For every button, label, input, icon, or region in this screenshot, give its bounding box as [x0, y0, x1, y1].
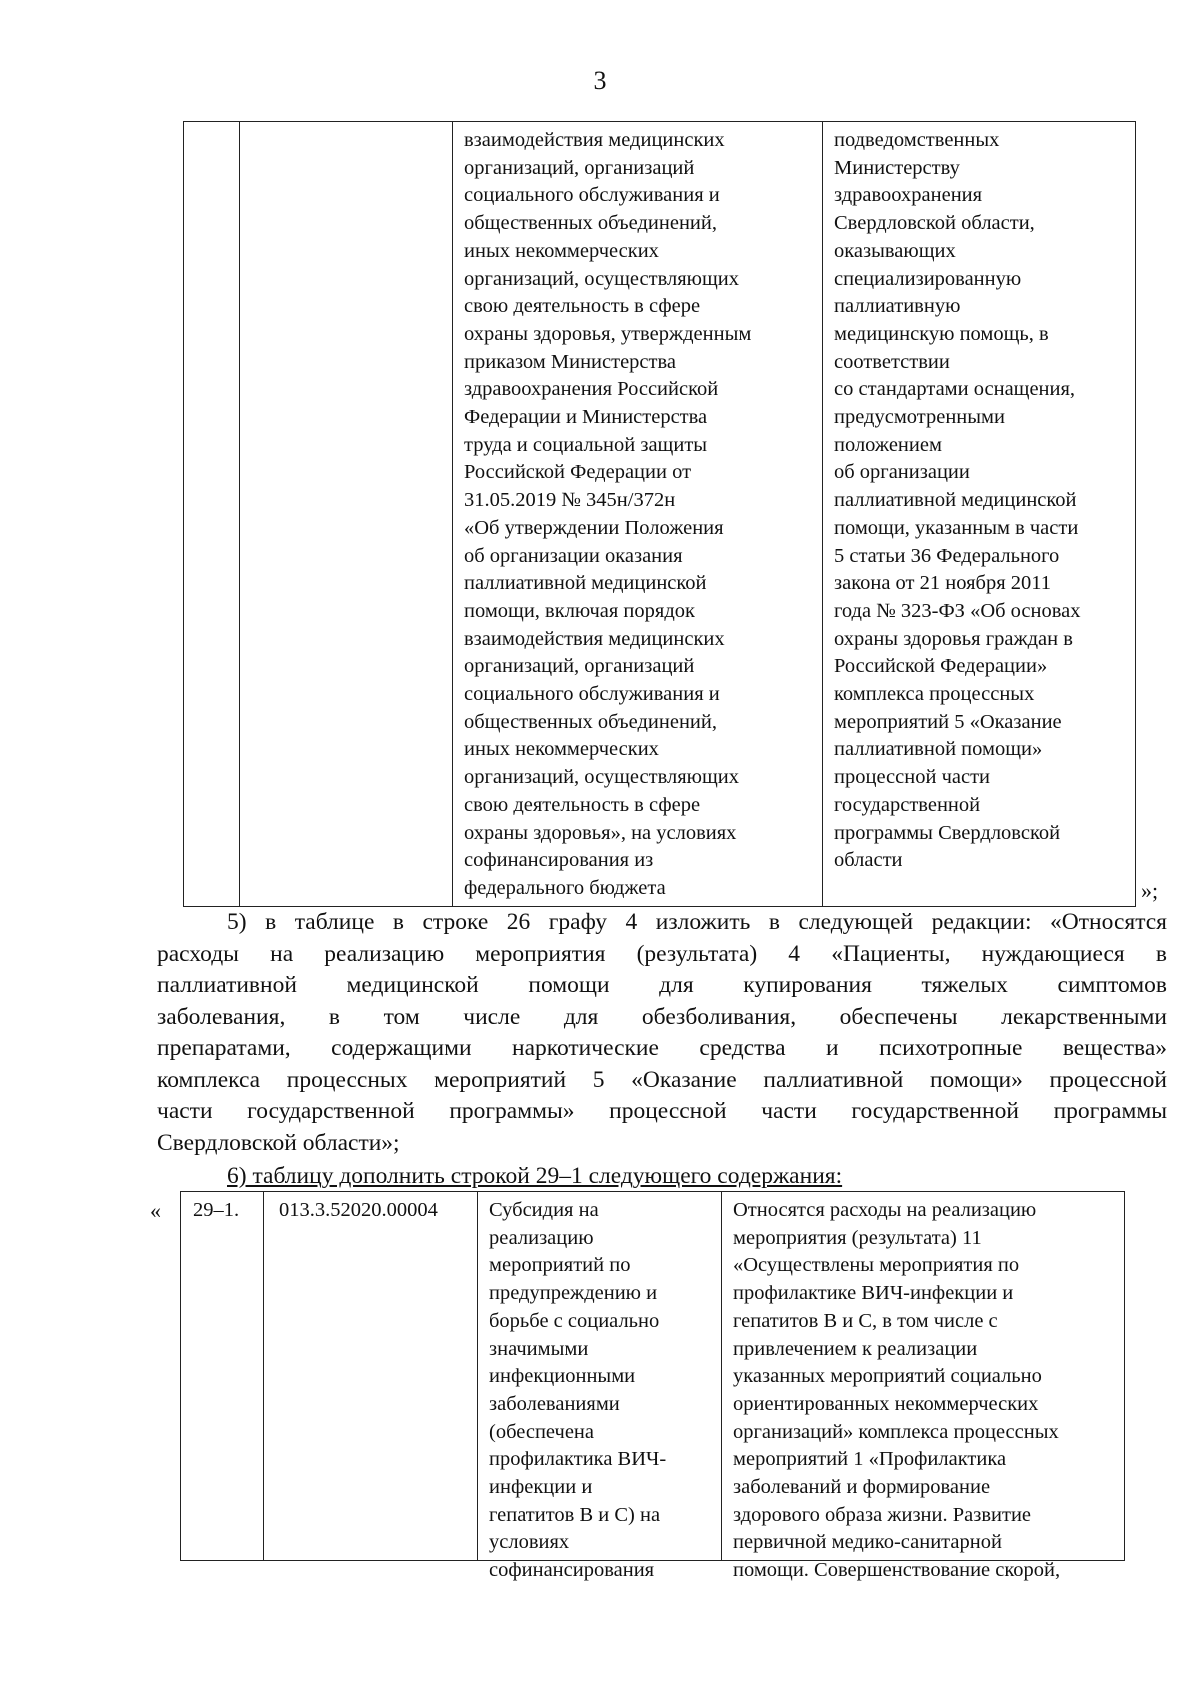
cell-line: «Об утверждении Положения: [464, 516, 724, 539]
cell-line: паллиативной помощи»: [834, 738, 1043, 761]
cell-line: помощи. Совершенствование скорой,: [733, 1559, 1061, 1582]
opening-quote-mark: «: [150, 1198, 161, 1223]
paragraph-5: [157, 907, 1167, 1159]
column-divider: [721, 1192, 722, 1560]
table2-col3-text: [489, 1197, 666, 1585]
cell-line: медицинскую помощь, в: [834, 322, 1049, 345]
cell-line: инфекционными: [489, 1365, 636, 1388]
cell-line: заболеваний и формирование: [733, 1476, 991, 1499]
cell-line: организаций, осуществляющих: [464, 766, 739, 789]
cell-line: профилактика ВИЧ-: [489, 1448, 667, 1471]
cell-line: положением: [834, 433, 942, 456]
column-divider: [822, 122, 823, 906]
paragraph-line: комплекса процессных мероприятий 5 «Оказание паллиативной помощи» процессной: [157, 1066, 1167, 1093]
table-new-row: [180, 1191, 1125, 1582]
cell-line: помощи, включая порядок: [464, 599, 695, 622]
cell-line: реализацию: [489, 1226, 594, 1249]
cell-line: 31.05.2019 № 345н/372н: [464, 489, 676, 512]
paragraph-line: 5) в таблице в строке 26 графу 4 изложить в следующей редакции: «Относятся: [227, 909, 1167, 935]
cell-line: Российской Федерации»: [834, 655, 1048, 678]
cell-line: первичной медико-санитарной: [733, 1531, 1002, 1554]
cell-line: охраны здоровья, утвержденным: [464, 322, 752, 345]
cell-line: профилактике ВИЧ-инфекции и: [733, 1282, 1014, 1305]
cell-line: иных некоммерческих: [464, 738, 659, 761]
cell-line: софинансирования: [489, 1559, 655, 1582]
cell-line: процессной части: [834, 766, 991, 789]
paragraph-line: Свердловской области»;: [157, 1129, 400, 1156]
cell-line: подведомственных: [834, 129, 1000, 151]
cell-line: заболеваниями: [489, 1392, 620, 1415]
cell-line: здорового образа жизни. Развитие: [733, 1503, 1032, 1526]
paragraph-line: паллиативной медицинской помощи для купирования тяжелых симптомов: [157, 972, 1167, 998]
column-divider: [239, 122, 240, 906]
cell-line: области: [834, 849, 903, 872]
cell-line: общественных объединений,: [464, 710, 717, 733]
cell-line: здравоохранения Российской: [464, 378, 719, 401]
cell-line: закона от 21 ноября 2011: [834, 572, 1051, 595]
cell-line: соответствии: [834, 350, 950, 373]
cell-line: инфекции и: [489, 1476, 593, 1499]
cell-line: Федерации и Министерства: [464, 406, 708, 429]
cell-line: указанных мероприятий социально: [733, 1365, 1042, 1388]
cell-line: общественных объединений,: [464, 212, 717, 235]
column-divider: [477, 1192, 478, 1560]
cell-line: труда и социальной защиты: [464, 433, 708, 456]
cell-line: оказывающих: [834, 239, 956, 262]
cell-line: Относятся расходы на реализацию: [733, 1199, 1037, 1221]
table1-col3-text: [464, 127, 751, 903]
cell-line: со стандартами оснащения,: [834, 378, 1076, 401]
cell-line: охраны здоровья граждан в: [834, 627, 1073, 650]
cell-line: Свердловской области,: [834, 212, 1035, 235]
cell-line: Субсидия на: [489, 1199, 599, 1221]
cell-line: мероприятий по: [489, 1254, 631, 1277]
cell-line: организаций, организаций: [464, 156, 695, 179]
cell-line: Российской Федерации от: [464, 461, 692, 484]
table1-col4-text: [834, 127, 1081, 875]
cell-line: софинансирования из: [464, 849, 654, 872]
table2-col4-text: [733, 1197, 1060, 1585]
paragraph-line: заболевания, в том числе для обезболивания, обеспечены лекарственными: [157, 1003, 1167, 1030]
cell-line: борьбе с социально: [489, 1309, 660, 1332]
cell-line: условиях: [489, 1531, 570, 1554]
cell-line: «Осуществлены мероприятия по: [733, 1254, 1020, 1277]
cell-line: гепатитов В и С, в том числе с: [733, 1309, 998, 1332]
cell-line: иных некоммерческих: [464, 239, 659, 262]
cell-line: об организации оказания: [464, 544, 683, 567]
cell-line: государственной: [834, 793, 981, 816]
cell-line: ориентированных некоммерческих: [733, 1392, 1039, 1415]
cell-line: предупреждению и: [489, 1282, 658, 1305]
cell-line: помощи, указанным в части: [834, 516, 1079, 539]
cell-line: охраны здоровья», на условиях: [464, 821, 737, 844]
page-number: 3: [593, 66, 607, 95]
cell-line: мероприятия (результата) 11: [733, 1226, 982, 1249]
cell-line: организаций, организаций: [464, 655, 695, 678]
cell-line: комплекса процессных: [834, 683, 1035, 706]
cell-line: свою деятельность в сфере: [464, 295, 701, 318]
cell-line: паллиативной медицинской: [464, 572, 707, 595]
cell-line: организаций, осуществляющих: [464, 267, 739, 290]
cell-line: Министерству: [834, 156, 960, 179]
cell-line: паллиативную: [834, 295, 961, 318]
paragraph-line: расходы на реализацию мероприятия (результата) 4 «Пациенты, нуждающиеся в: [157, 940, 1167, 967]
row-number: 29–1.: [193, 1199, 240, 1221]
cell-line: организаций» комплекса процессных: [733, 1420, 1059, 1443]
paragraph-line: препаратами, содержащими наркотические средства и психотропные вещества»: [157, 1035, 1167, 1061]
cell-line: приказом Министерства: [464, 350, 676, 373]
closing-quote-mark: »;: [1141, 878, 1159, 903]
table-continuation: [183, 121, 1136, 907]
cell-line: взаимодействия медицинских: [464, 627, 725, 650]
cell-line: мероприятий 5 «Оказание: [834, 710, 1062, 733]
cell-line: мероприятий 1 «Профилактика: [733, 1448, 1007, 1471]
column-divider: [263, 1192, 264, 1560]
cell-line: паллиативной медицинской: [834, 489, 1077, 512]
cell-line: специализированную: [834, 267, 1022, 290]
cell-line: предусмотренными: [834, 406, 1005, 429]
cell-line: свою деятельность в сфере: [464, 793, 701, 816]
paragraph-6: 6) таблицу дополнить строкой 29–1 следующего содержания:: [227, 1163, 843, 1189]
cell-line: программы Свердловской: [834, 821, 1061, 844]
cell-line: федерального бюджета: [464, 876, 666, 899]
cell-line: об организации: [834, 461, 970, 484]
cell-line: привлечением к реализации: [733, 1337, 978, 1360]
cell-line: здравоохранения: [834, 184, 983, 207]
column-divider: [452, 122, 453, 906]
cell-line: значимыми: [489, 1337, 589, 1360]
cell-line: (обеспечена: [489, 1420, 594, 1443]
cell-line: взаимодействия медицинских: [464, 129, 725, 151]
cell-line: гепатитов В и С) на: [489, 1503, 661, 1526]
cell-line: года № 323-ФЗ «Об основах: [834, 599, 1081, 622]
paragraph-line: части государственной программы» процессной части государственной программы: [157, 1098, 1167, 1124]
cell-line: 5 статьи 36 Федерального: [834, 544, 1060, 567]
budget-code: 013.3.52020.00004: [279, 1199, 438, 1221]
cell-line: социального обслуживания и: [464, 184, 720, 207]
cell-line: социального обслуживания и: [464, 683, 720, 706]
